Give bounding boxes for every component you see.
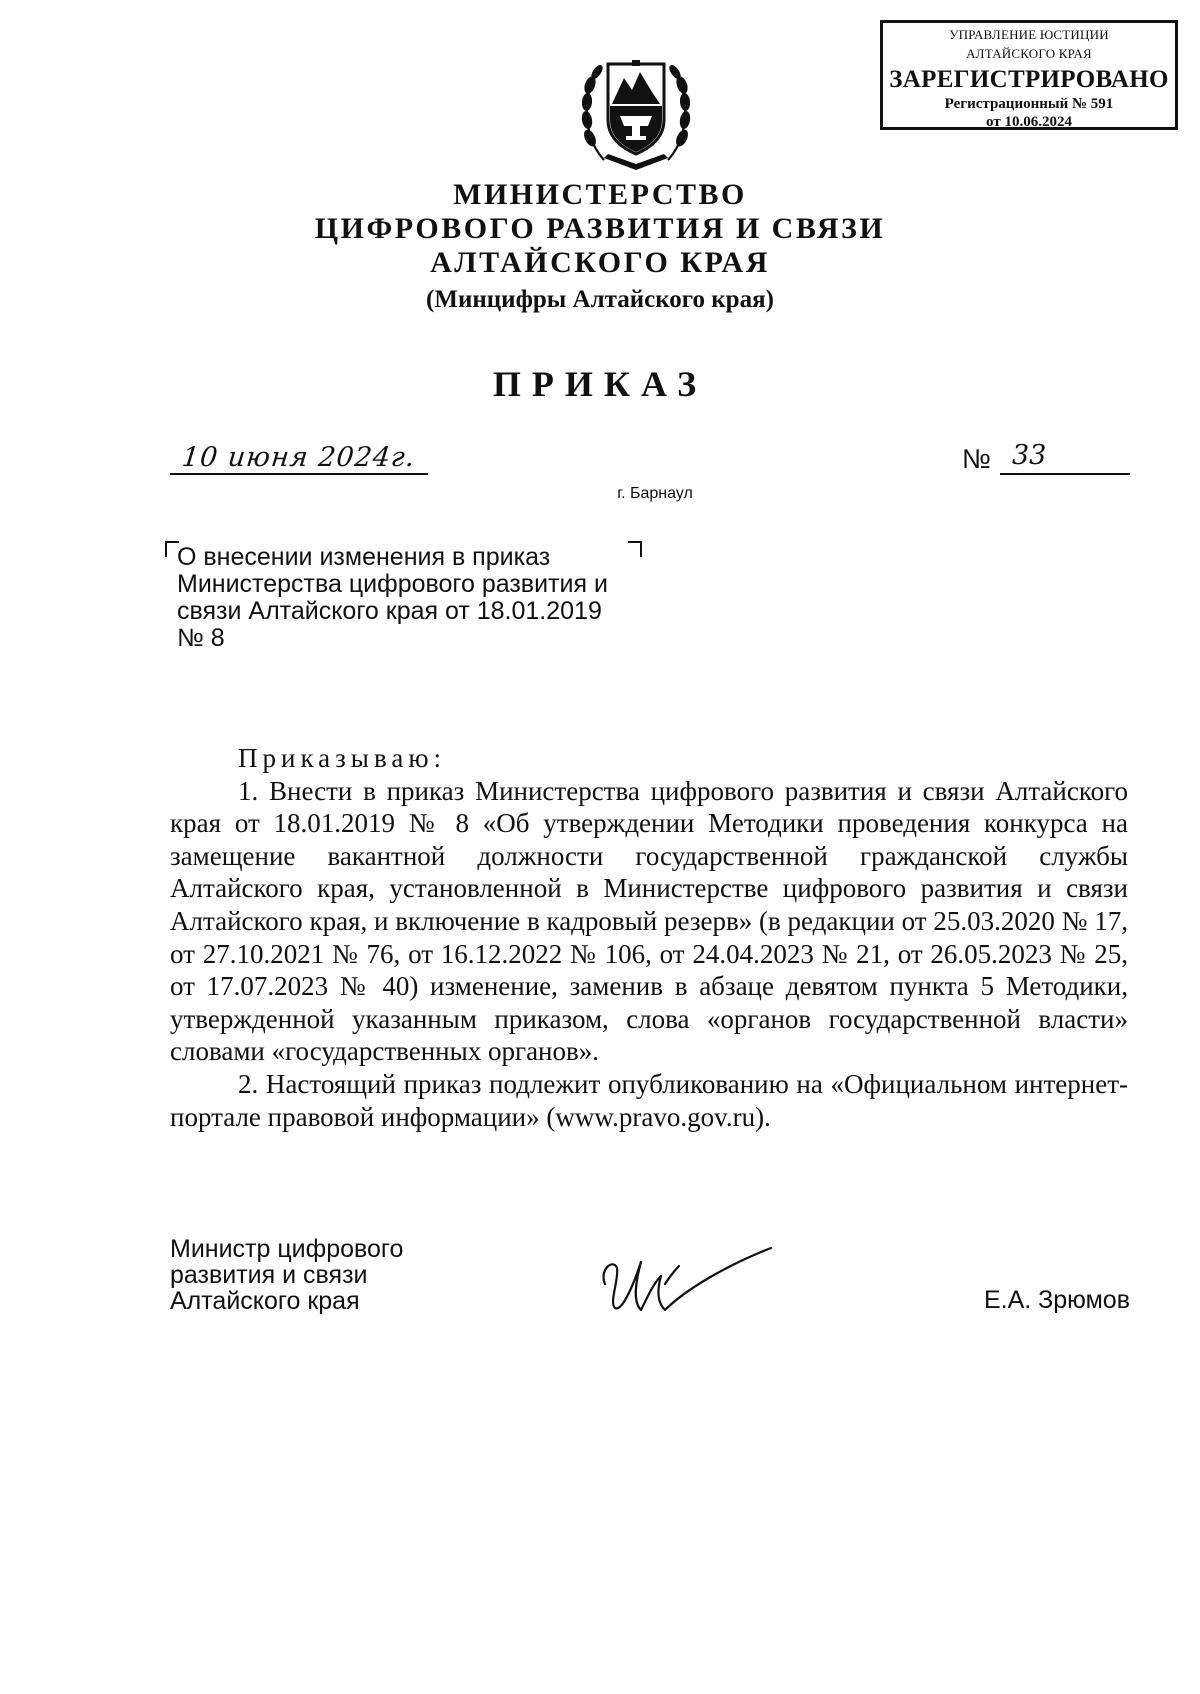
document-number-handwritten: 33 bbox=[1012, 440, 1047, 471]
document-body bbox=[170, 742, 1128, 1133]
ministry-name-line3: АЛТАЙСКОГО КРАЯ bbox=[430, 246, 770, 279]
stamp-registration-number: Регистрационный № 591 bbox=[944, 96, 1114, 112]
signatory-title-line3: Алтайского края bbox=[170, 1287, 360, 1315]
document-subject bbox=[177, 544, 629, 652]
stamp-status: ЗАРЕГИСТРИРОВАНО bbox=[889, 66, 1169, 93]
subject-line2: Министерства цифрового развития и bbox=[177, 570, 608, 598]
ministry-name bbox=[250, 178, 950, 280]
stamp-department-line1: УПРАВЛЕНИЕ ЮСТИЦИИ bbox=[949, 27, 1109, 42]
registration-stamp bbox=[880, 20, 1178, 130]
coat-of-arms-icon bbox=[580, 42, 692, 174]
signatory-title-line2: развития и связи bbox=[170, 1261, 368, 1289]
subject-line1: О внесении изменения в приказ bbox=[177, 543, 551, 571]
subject-line3: связи Алтайского края от 18.01.2019 bbox=[177, 597, 602, 625]
stamp-registration-date: от 10.06.2024 bbox=[986, 114, 1072, 130]
signatory-name: Е.А. Зрюмов bbox=[983, 1286, 1130, 1314]
date-underline bbox=[170, 473, 428, 475]
subject-line4: № 8 bbox=[177, 624, 225, 652]
body-paragraph-2: 2. Настоящий приказ подлежит опубликованию на «Официальном интернет-портале правовой информации» (www.pravo.gov.ru). bbox=[170, 1068, 1128, 1132]
ministry-short-name: (Минцифры Алтайского края) bbox=[426, 286, 774, 313]
signatory-title-line1: Министр цифрового bbox=[170, 1235, 404, 1263]
body-paragraph-1: 1. Внести в приказ Министерства цифрового развития и связи Алтайского края от 18.01.2019 № 8 «Об утверждении Методики проведения конкурса на замещение вакантной должности государственной гражданской службы Алтайского края, установленной в Министерстве цифрового развития и связи Алтайского края, и включение в кадровый резерв» (в редакции от 25.03.2020 № 17, от 27.10.2021 № 76, от 16.12.2022 № 106, от 24.04.2023 № 21, от 26.05.2023 № 25, от 17.07.2023 № 40) изменение, заменив в абзаце девятом пункта 5 Методики, утвержденной указанным приказом, слова «органов государственной власти» словами «государственных органов». bbox=[170, 775, 1128, 1067]
subject-bracket-right bbox=[628, 541, 642, 557]
document-city: г. Барнаул bbox=[617, 485, 693, 502]
ministry-name-line2: ЦИФРОВОГО РАЗВИТИЯ И СВЯЗИ bbox=[314, 212, 886, 245]
number-label: № bbox=[962, 444, 991, 474]
order-word: Приказываю: bbox=[238, 743, 446, 773]
document-date-handwritten: 10 июня 2024г. bbox=[180, 442, 417, 473]
stamp-department-line2: АЛТАЙСКОГО КРАЯ bbox=[966, 46, 1092, 61]
ministry-name-line1: МИНИСТЕРСТВО bbox=[453, 178, 747, 211]
document-type-title: ПРИКАЗ bbox=[492, 364, 708, 404]
handwritten-signature bbox=[595, 1240, 835, 1320]
number-underline bbox=[1000, 473, 1130, 475]
signatory-title bbox=[170, 1236, 470, 1314]
